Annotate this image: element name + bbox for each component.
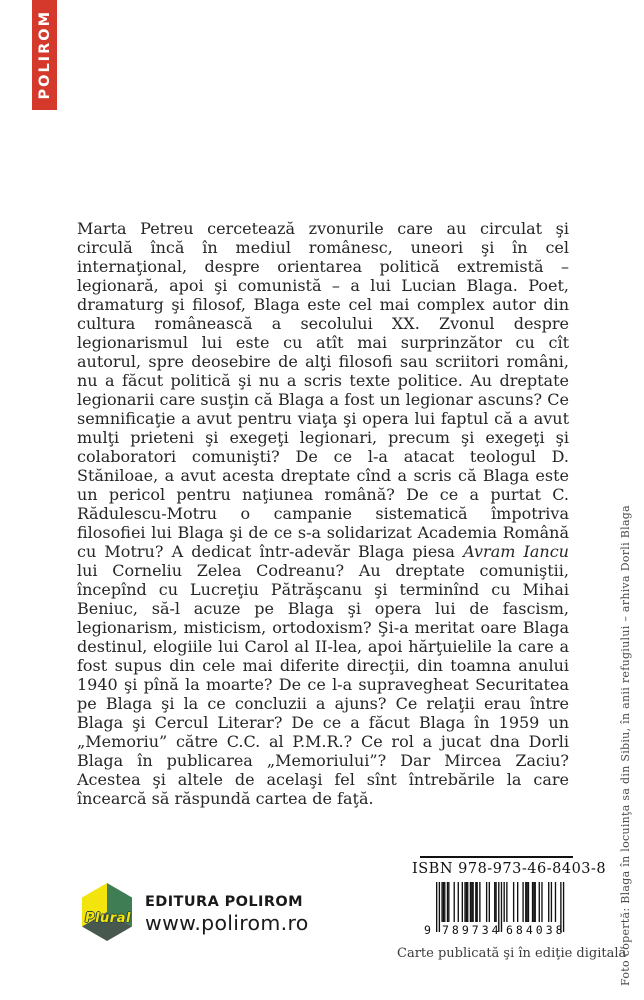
- body-text: [77, 219, 569, 808]
- publisher-text: [145, 894, 309, 935]
- publisher-name: EDITURA POLIROM: [145, 894, 303, 910]
- barcode-digit-first: 9: [424, 923, 431, 937]
- spine-band: [32, 0, 57, 110]
- publisher-website: www.polirom.ro: [145, 911, 309, 935]
- photo-credit: Foto copertă: Blaga în locuinţa sa din Sibiu, în anii refugiului – arhiva Dorli Blaga: [619, 505, 632, 986]
- isbn-label: ISBN 978-973-46-8403-8: [412, 861, 607, 877]
- digital-edition-note: Carte publicată şi în ediţie digitală: [397, 946, 627, 961]
- body-italic-segment: Avram Iancu: [463, 542, 569, 561]
- body-segment: Marta Petreu cercetează zvonurile care au circulat şi circulă încă în mediul românesc, uneori şi în cel internaţional, despre orientarea politică extremistă – legionară, apoi şi comunistă – a lui Lucian Blaga. Poet, dramaturg şi filosof, Blaga este cel mai complex autor din cultura românească a secolului XX. Zvonul despre legionarismul lui este cu atît mai surprinzător cu cît autorul, spre deosebire de alţi filosofi sau scriitori români, nu a făcut politică şi nu a scris texte politice. Au dreptate legionarii care susţin că Blaga a fost un legionar ascuns? Ce semnificaţie a avut pentru viaţa şi opera lui faptul că a avut mulţi prieteni şi exegeţi legionari, precum şi exegeţi şi colaboratori comunişti? De ce l-a atacat teologul D. Stăniloae, a avut acesta dreptate cînd a scris că Blaga este un pericol pentru naţiunea română? De ce a purtat C. Rădulescu-Motru o campanie sistematică împotriva filosofiei lui Blaga şi de ce s-a solidarizat Academia Română cu Motru? A dedicat într-adevăr Blaga piesa: [77, 219, 569, 561]
- barcode-digits-left: 789734: [442, 923, 502, 937]
- plural-logo-label: Plural: [85, 911, 131, 926]
- body-segment: lui Corneliu Zelea Codreanu? Au dreptate comuniştii, începînd cu Lucreţiu Pătrăşcanu şi terminînd cu Mihai Beniuc, să-l acuze pe Blaga şi opera lui de fascism, legionarism, misticism, ortodoxism? Şi-a meritat oare Blaga destinul, elogiile lui Carol al II-lea, apoi hărţuielile la care a fost supus din cele mai diferite direcţii, din toamna anului 1940 şi pînă la moarte? De ce l-a supravegheat Securitatea pe Blaga şi la ce concluzii a ajuns? Ce relaţii erau între Blaga şi Cercul Literar? De ce a făcut Blaga în 1959 un „Memoriu” către C.C. al P.M.R.? Ce rol a jucat dna Dorli Blaga în publicarea „Memoriului”? Dar Mircea Zaciu? Acestea şi altele de acelaşi fel sînt întrebările la care încearcă să răspundă cartea de faţă.: [77, 561, 569, 808]
- isbn-divider-rule: [420, 856, 573, 858]
- ean13-barcode: [424, 882, 566, 935]
- spine-label: POLIROM: [36, 10, 53, 100]
- barcode-digits-right: 684038: [506, 923, 566, 937]
